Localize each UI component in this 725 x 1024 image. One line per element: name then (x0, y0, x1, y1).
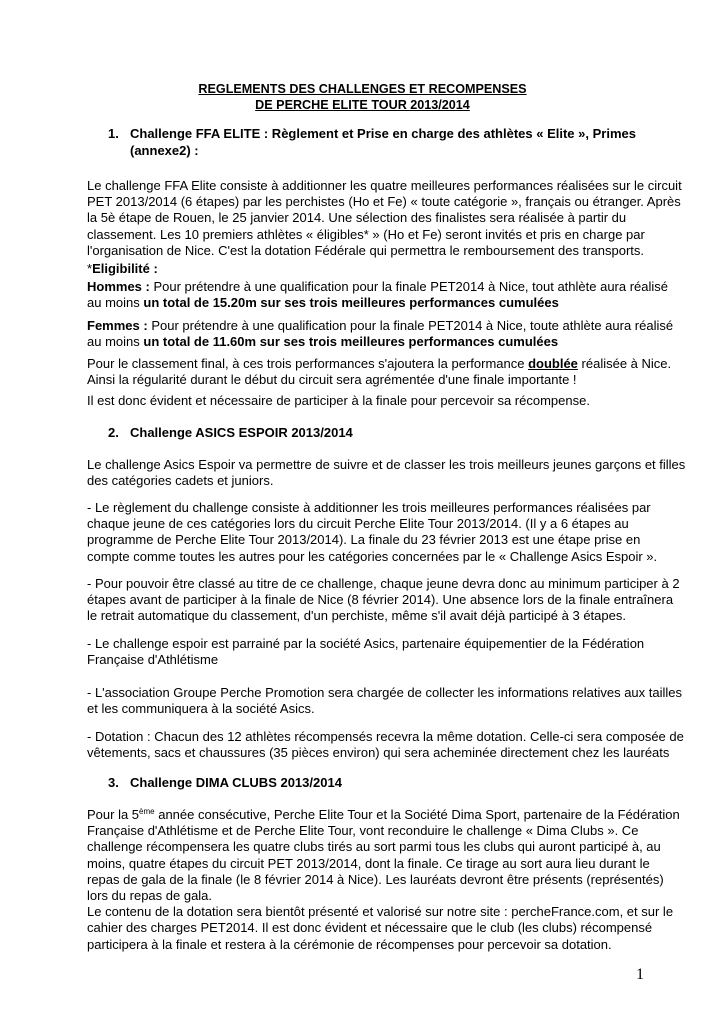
section2-intro-paragraph (87, 457, 686, 489)
text-line: Française d'Athlétisme et de Perche Elite Tour, vont reconduire le challenge « Dima Clubs ». Ce (87, 823, 639, 839)
section1-number: 1. (108, 126, 119, 141)
femmes-label: Femmes : (87, 318, 148, 333)
section2-heading-text: Challenge ASICS ESPOIR 2013/2014 (130, 425, 353, 440)
doublee-emphasis: doublée (528, 356, 578, 371)
section2-association-paragraph (87, 685, 682, 717)
section3-first-part1: Pour la 5 (87, 807, 140, 822)
text-line: - Le règlement du challenge consiste à additionner les trois meilleures performances réalisées par (87, 500, 651, 515)
section3-first-part2: année consécutive, Perche Elite Tour et la Société Dima Sport, partenaire de la Fédération (154, 807, 680, 822)
section2-participation-paragraph (87, 576, 680, 625)
femmes-text-line1: Pour prétendre à une qualification pour la finale PET2014 à Nice, toute athlète aura réalisé (147, 318, 674, 333)
eligibility-heading (87, 261, 647, 277)
section1-heading (108, 126, 636, 158)
section2-number: 2. (108, 425, 119, 440)
final-classification-paragraph (87, 356, 672, 388)
femmes-paragraph (87, 318, 674, 350)
document-title-line2: DE PERCHE ELITE TOUR 2013/2014 (255, 98, 470, 112)
final-text-part1: Pour le classement final, à ces trois performances s'ajoutera la performance (87, 356, 529, 371)
hommes-label: Hommes : (87, 279, 150, 294)
text-line: cahier des charges PET2014. Il est donc évident et nécessaire que le club (les clubs) récompensé (87, 920, 653, 936)
text-line: l'organisation de Nice. C'est la dotation Fédérale qui permettra le remboursement des transports. (87, 242, 645, 258)
section3-heading (108, 775, 342, 792)
text-line: Le contenu de la dotation sera bientôt présenté et valorisé sur notre site : percheFrance.com, et sur le (87, 904, 674, 920)
hommes-requirement: un total de 15.20m sur ses trois meilleures performances cumulées (143, 295, 559, 311)
hommes-paragraph (87, 279, 669, 311)
femmes-requirement: un total de 11.60m sur ses trois meilleures performances cumulées (143, 334, 559, 350)
hommes-text-line1: Pour prétendre à une qualification pour la finale PET2014 à Nice, tout athlète aura réalisé (149, 279, 669, 294)
text-line: participera à la finale et restera à la cérémonie de récompenses pour percevoir sa dotation. (87, 936, 612, 952)
text-line: Ainsi la régularité durant le début du circuit sera agrémentée d'une finale importante ! (87, 372, 577, 388)
page-number: 1 (636, 966, 644, 983)
section2-sponsor-paragraph (87, 636, 647, 668)
text-line: - Pour pouvoir être classé au titre de ce challenge, chaque jeune devra donc au minimum participer à 2 (87, 576, 680, 591)
section2-heading (108, 425, 353, 442)
superscript-ordinal: ème (139, 807, 155, 816)
text-line: repas de gala de la finale (le 8 février 2014 à Nice). Les lauréats devront être présents (représentés) (87, 871, 664, 887)
text-line: lors du repas de gala. (87, 887, 213, 903)
text-line: classement. Les 10 premiers athlètes « éligibles* » (Ho et Fe) seront invités et pris en charge par (87, 226, 645, 242)
text-line: - Dotation : Chacun des 12 athlètes récompensés recevra la même dotation. Celle-ci sera composée de (87, 729, 684, 744)
text-line: compte comme toutes les autres pour les catégories concernées par le « Challenge Asics Espoir ». (87, 548, 658, 564)
text-line: et les communiquera à la société Asics. (87, 701, 315, 717)
final-text-part2: réalisée à Nice. (577, 356, 672, 371)
text-line: - L'association Groupe Perche Promotion sera chargée de collecter les informations relatives aux tailles (87, 685, 682, 700)
section3-paragraph (87, 807, 680, 953)
text-line: vêtements, sacs et chaussures (35 pièces environ) qui sera acheminée directement chez les lauréats (87, 745, 670, 761)
femmes-text-line2: au moins (87, 334, 144, 350)
text-line: PET 2013/2014 (6 étapes) par les perchistes (Ho et Fe) « toute catégorie », français ou étranger. Après (87, 194, 681, 210)
section1-intro-paragraph (87, 178, 682, 259)
section3-number: 3. (108, 775, 119, 790)
text-line: challenge récompensera les quatre clubs tirés au sort parmi tous les clubs qui auront participé à, au (87, 839, 661, 855)
text-line: le retrait automatique du classement, d'un perchiste, même s'il avait déjà participé à 3 étapes. (87, 608, 626, 624)
text-line: Française d'Athlétisme (87, 652, 219, 668)
text-line: Le challenge Asics Espoir va permettre de suivre et de classer les trois meilleurs jeunes garçons et filles (87, 457, 686, 472)
section1-heading-line1: Challenge FFA ELITE : Règlement et Prise en charge des athlètes « Elite », Primes (130, 126, 636, 141)
eligibility-star: * (87, 261, 93, 276)
document-title-line1: REGLEMENTS DES CHALLENGES ET RECOMPENSES (198, 82, 527, 96)
text-line: moins, quatre étapes du circuit PET 2013/2014, dont la finale. Ce tirage au sort aura lieu durant le (87, 855, 650, 871)
text-line: Le challenge FFA Elite consiste à additionner les quatre meilleures performances réalisées sur le circuit (87, 178, 682, 193)
eligibility-label: Eligibilité : (92, 261, 158, 276)
section2-dotation-paragraph (87, 729, 684, 761)
hommes-text-line2: au moins (87, 295, 144, 311)
section1-conclusion (87, 393, 647, 409)
text-line: chaque jeune de ces catégories lors du circuit Perche Elite Tour 2013/2014. (Il y a 6 étapes au (87, 516, 629, 532)
section2-rules-paragraph (87, 500, 658, 565)
section1-heading-line2: (annexe2) : (130, 143, 199, 158)
text-line: Il est donc évident et nécessaire de participer à la finale pour percevoir sa récompense. (87, 393, 590, 408)
text-line: étapes avant de participer à la finale de Nice (8 février 2014). Une absence lors de la finale entraînera (87, 592, 674, 608)
text-line: programme de Perche Elite Tour 2013/2014). La finale du 23 février 2013 est une étape prise en (87, 532, 641, 548)
text-line: des catégories cadets et juniors. (87, 473, 274, 489)
text-line: la 5è étape de Rouen, le 25 janvier 2014. Une sélection des finalistes sera réalisée à partir du (87, 210, 627, 226)
section3-heading-text: Challenge DIMA CLUBS 2013/2014 (130, 775, 342, 790)
text-line: - Le challenge espoir est parrainé par la société Asics, partenaire équipementier de la Fédération (87, 636, 645, 651)
